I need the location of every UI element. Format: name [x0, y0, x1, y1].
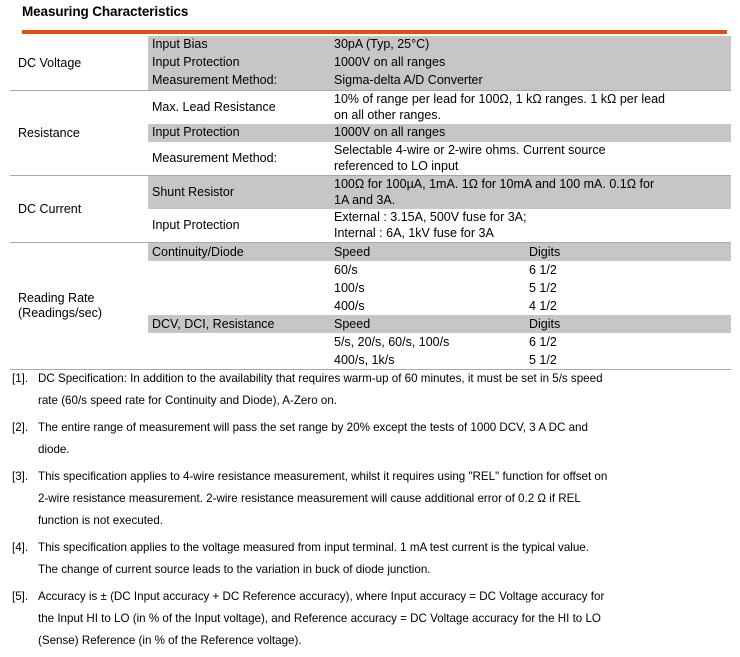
- cell-speed: 60/s: [334, 263, 358, 277]
- table-section-dc-voltage: [10, 36, 731, 91]
- cell-digits: 6 1/2: [529, 335, 557, 349]
- footnote-marker: [5].: [12, 590, 29, 603]
- footnote-line: This specification applies to 4-wire resistance measurement, whilst it requires using "REL" function for offset on: [38, 470, 608, 483]
- table-row: [148, 176, 731, 209]
- table-row: [148, 279, 731, 297]
- footnote-item: [12, 368, 728, 412]
- footnote-marker: [1].: [12, 372, 29, 385]
- footnote-item: [12, 586, 728, 652]
- footnote-marker: [3].: [12, 470, 29, 483]
- section-rows: [148, 243, 731, 369]
- footnote-line: rate (60/s speed rate for Continuity and Diode), A-Zero on.: [38, 394, 338, 407]
- cell-speed: 5/s, 20/s, 60/s, 100/s: [334, 335, 450, 349]
- footnote-text: [38, 417, 728, 461]
- group-mode-spacer: [148, 351, 330, 353]
- table-row: [148, 209, 731, 242]
- section-rows: [148, 176, 731, 242]
- row-parameter: Measurement Method:: [152, 73, 278, 88]
- value-line: 100Ω for 100µA, 1mA. 1Ω for 10mA and 100 mA. 0.1Ω for: [334, 177, 655, 191]
- cell-digits: 4 1/2: [529, 299, 557, 313]
- footnote-line: (Sense) Reference (in % of the Reference voltage).: [38, 634, 302, 647]
- footnote-line: diode.: [38, 443, 70, 456]
- page-title: Measuring Characteristics: [22, 4, 189, 19]
- row-value: [330, 142, 731, 175]
- table-section-resistance: [10, 91, 731, 176]
- column-header-speed: Speed: [334, 245, 371, 259]
- table-row: [148, 36, 731, 54]
- row-parameter: Shunt Resistor: [152, 184, 234, 199]
- table-row: [148, 351, 731, 369]
- row-value: [330, 176, 731, 209]
- table-row: [148, 91, 731, 124]
- group-mode-spacer: [148, 279, 330, 281]
- footnote-text: [38, 586, 728, 652]
- footnote-line: The entire range of measurement will pass the set range by 20% except the tests of 1000 DCV, 3 A DC and: [38, 421, 588, 434]
- footnote-text: [38, 537, 728, 581]
- value-line: 1000V on all ranges: [334, 125, 446, 139]
- category-line-1: Reading Rate: [18, 291, 95, 305]
- footnote-text: [38, 368, 728, 412]
- category-text: DC Current: [18, 201, 82, 216]
- section-rows: [148, 36, 731, 90]
- footnote-marker: [4].: [12, 541, 29, 554]
- row-value: [330, 36, 731, 54]
- group-mode-label: Continuity/Diode: [152, 245, 244, 259]
- footnote-line: 2-wire resistance measurement. 2-wire resistance measurement will cause additional error of 0.2 Ω if REL: [38, 492, 581, 505]
- value-line: referenced to LO input: [334, 158, 459, 173]
- cell-speed: 100/s: [334, 281, 365, 295]
- category-text: DC Voltage: [18, 55, 82, 70]
- row-value: [330, 54, 731, 72]
- value-line: 10% of range per lead for 100Ω, 1 kΩ ranges. 1 kΩ per lead: [334, 92, 666, 106]
- table-section-dc-current: [10, 176, 731, 243]
- value-line: 1A and 3A.: [334, 192, 396, 207]
- group-mode-spacer: [148, 297, 330, 299]
- footnote-marker: [2].: [12, 421, 29, 434]
- footnote-line: the Input HI to LO (in % of the Input voltage), and Reference accuracy = DC Voltage accuracy for the HI to LO: [38, 612, 601, 625]
- group-mode-label: DCV, DCI, Resistance: [152, 317, 275, 331]
- row-parameter: Input Protection: [152, 55, 240, 70]
- cell-digits: 6 1/2: [529, 263, 557, 277]
- section-category-label: [10, 91, 148, 175]
- value-line: 30pA (Typ, 25°C): [334, 37, 430, 51]
- table-row: [148, 333, 731, 351]
- footnote-line: Accuracy is ± (DC Input accuracy + DC Reference accuracy), where Input accuracy = DC Voltage accuracy for: [38, 590, 605, 603]
- value-line: 1000V on all ranges: [334, 55, 446, 69]
- table-row: [148, 261, 731, 279]
- accent-divider: [22, 30, 727, 34]
- reading-rate-group-header: [148, 315, 731, 333]
- table-row: [148, 124, 731, 142]
- category-line-2: (Readings/sec): [18, 306, 103, 320]
- row-value: [330, 124, 731, 142]
- section-rows: [148, 91, 731, 175]
- table-row: [148, 297, 731, 315]
- row-parameter: Input Bias: [152, 37, 208, 52]
- row-value: [330, 91, 731, 124]
- column-header-digits: Digits: [529, 245, 561, 259]
- row-parameter: Measurement Method:: [152, 150, 278, 165]
- footnote-line: This specification applies to the voltage measured from input terminal. 1 mA test current is the typical value.: [38, 541, 589, 554]
- measuring-characteristics-table: [10, 36, 731, 370]
- value-line: External : 3.15A, 500V fuse for 3A;: [334, 210, 527, 224]
- row-parameter: Input Protection: [152, 217, 240, 232]
- table-row: [148, 142, 731, 175]
- row-parameter: Max. Lead Resistance: [152, 99, 276, 114]
- table-section-reading-rate: [10, 243, 731, 370]
- footnote-text: [38, 466, 728, 532]
- cell-speed: 400/s: [334, 299, 365, 313]
- row-parameter: Input Protection: [152, 125, 240, 140]
- value-line: Internal : 6A, 1kV fuse for 3A: [334, 225, 494, 240]
- table-row: [148, 54, 731, 72]
- footnotes-list: [12, 368, 728, 657]
- group-mode-spacer: [148, 333, 330, 335]
- section-category-label: [10, 176, 148, 242]
- section-category-label: [10, 36, 148, 90]
- value-line: on all other ranges.: [334, 107, 442, 122]
- footnote-line: DC Specification: In addition to the availability that requires warm-up of 60 minutes, it must be set in 5/s speed: [38, 372, 603, 385]
- cell-digits: 5 1/2: [529, 281, 557, 295]
- footnote-item: [12, 537, 728, 581]
- row-value: [330, 72, 731, 90]
- category-text: Resistance: [18, 125, 80, 140]
- value-line: Sigma-delta A/D Converter: [334, 73, 483, 87]
- cell-digits: 5 1/2: [529, 353, 557, 367]
- reading-rate-group-header: [148, 243, 731, 261]
- footnote-item: [12, 466, 728, 532]
- category-text: [18, 291, 102, 321]
- footnote-line: The change of current source leads to the variation in buck of diode junction.: [38, 563, 431, 576]
- footnote-line: function is not executed.: [38, 514, 164, 527]
- table-row: [148, 72, 731, 90]
- group-mode-spacer: [148, 261, 330, 263]
- column-header-speed: Speed: [334, 317, 371, 331]
- row-value: [330, 209, 731, 242]
- value-line: Selectable 4-wire or 2-wire ohms. Current source: [334, 143, 606, 157]
- cell-speed: 400/s, 1k/s: [334, 353, 395, 367]
- column-header-digits: Digits: [529, 317, 561, 331]
- footnote-item: [12, 417, 728, 461]
- section-category-label: [10, 243, 148, 369]
